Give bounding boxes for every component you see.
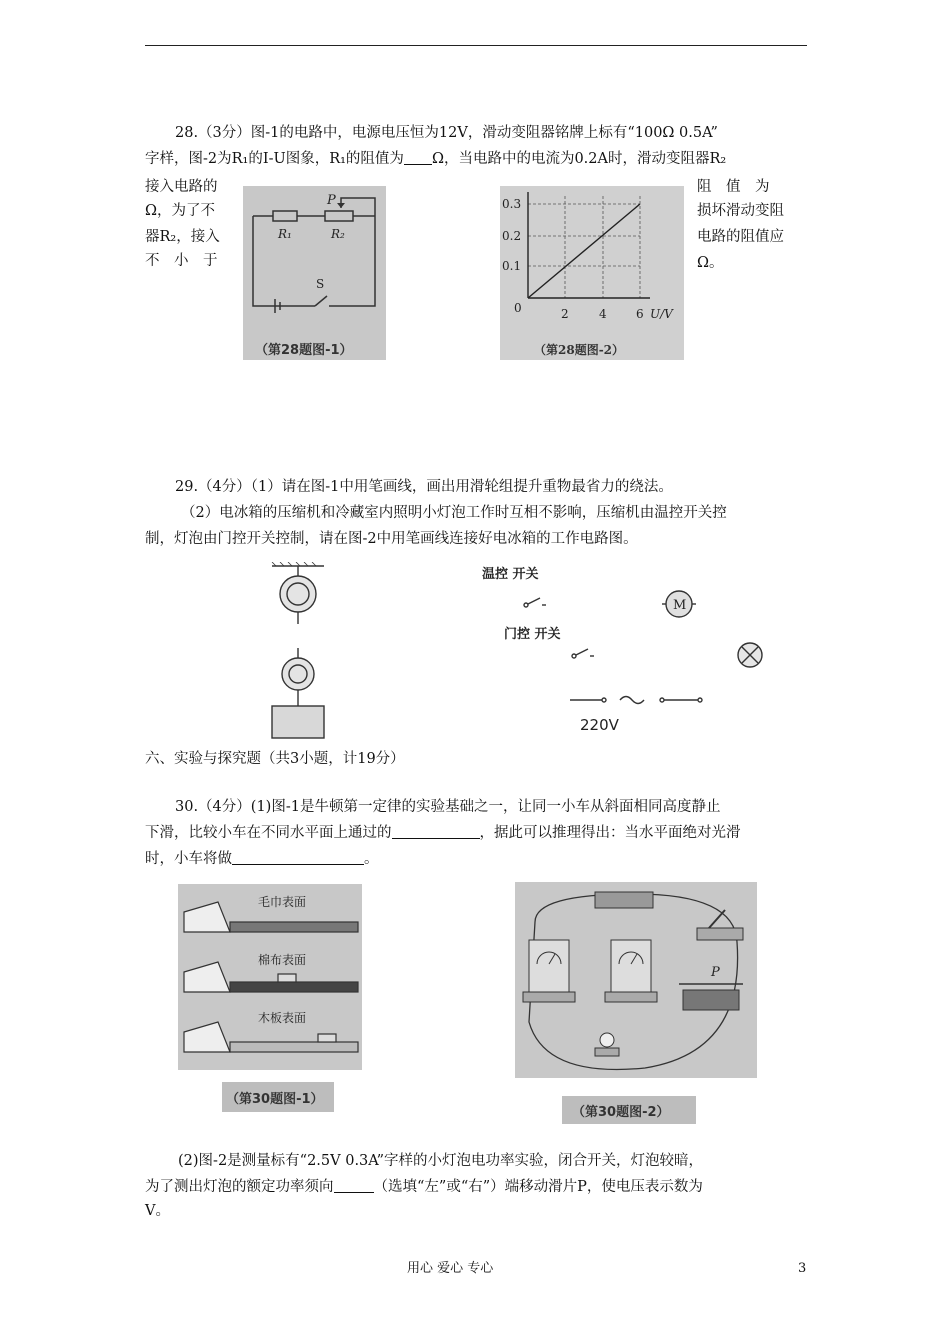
q28-line1: 28.（3分）图-1的电路中，电源电压恒为12V，滑动变阻器铭牌上标有“100Ω 0.5A”: [175, 125, 718, 141]
q29-line1: 29.（4分）（1）请在图-1中用笔画线，画出用滑轮组提升重物最省力的绕法。: [175, 479, 673, 495]
q28-fig2-graph: [500, 186, 684, 360]
q28-fig2-ytick-0.3: 0.3: [502, 197, 522, 211]
q30-line3: 时，小车将做 。: [145, 851, 379, 867]
q28-fig1-label-s: S: [316, 277, 325, 291]
lamp-bulb-icon: [732, 640, 768, 670]
q30-fig2-apparatus: [515, 882, 757, 1078]
q28-fig1-circuit: [243, 186, 386, 360]
q30-line6: V。: [145, 1203, 170, 1219]
q28-fig2-caption: （第28题图-2）: [534, 343, 625, 357]
q30-fig1-caption-box: [222, 1082, 334, 1112]
q29-line3: 制，灯泡由门控开关控制，请在图-2中用笔画线连接好电冰箱的工作电路图。: [145, 531, 638, 547]
motor-label: M: [673, 598, 687, 613]
power-source: [570, 697, 702, 704]
q29-line2: （2）电冰箱的压缩机和冷藏室内照明小灯泡工作时互相不影响，压缩机由温控开关控: [181, 505, 727, 521]
q30-fig2-caption: （第30题图-2）: [572, 1105, 670, 1120]
q28-left1: 接入电路的: [145, 179, 218, 195]
rheostat-icon: [679, 984, 743, 1010]
q28-fig1-caption: （第28题图-1）: [255, 343, 353, 358]
q28-left3: 器R₂，接入: [145, 229, 220, 245]
footer-motto: 用心 爱心 专心: [407, 1261, 494, 1276]
q28-fig2-xtick-2: 2: [561, 307, 569, 321]
q28-fig2-xtick-4: 4: [599, 307, 607, 321]
q30-blank-direction[interactable]: [334, 1177, 374, 1193]
battery-icon: [595, 892, 653, 908]
q28-right4: Ω。: [697, 255, 724, 271]
q28-right2: 损坏滑动变阻: [697, 203, 784, 219]
surface-towel-label: 毛巾表面: [258, 895, 307, 909]
q28-fig2-xlabel: U/V: [650, 307, 673, 321]
section6-title: 六、实验与探究题（共3小题，计19分）: [145, 751, 405, 767]
q30-line4: (2)图-2是测量标有“2.5V 0.3A”字样的小灯泡电功率实验，闭合开关，灯泡较暗，: [178, 1153, 704, 1169]
q30-line5: 为了测出灯泡的额定功率须向 （选填“左”或“右”）端移动滑片P，使电压表示数为: [145, 1179, 703, 1195]
q28-fig1-label-p: P: [327, 193, 336, 208]
q29-thermo-switch-label: 温控 开关: [482, 567, 539, 582]
surface-cotton-label: 棉布表面: [258, 953, 307, 967]
q28-fig2-ytick-0.2: 0.2: [502, 229, 522, 243]
q30-fig1-caption: （第30题图-1）: [226, 1092, 324, 1107]
q30-fig2-caption-box: [562, 1096, 696, 1124]
switch-icon: [697, 910, 743, 940]
q28-fig1-label-r2: R₂: [331, 227, 345, 241]
bulb-icon: [595, 1033, 619, 1056]
q28-blank-r1[interactable]: [404, 149, 432, 165]
q28-left4: 不 小 于: [145, 253, 218, 269]
q28-fig2-xtick-6: 6: [636, 307, 644, 321]
voltmeter-icon: [605, 940, 657, 1002]
q30-blank-distance[interactable]: [392, 823, 480, 839]
q28-fig2-ytick-0.1: 0.1: [502, 259, 522, 273]
q28-fig1-label-r1: R₁: [278, 227, 292, 241]
q29-voltage-label: 220V: [580, 716, 619, 734]
q30-line2: 下滑，比较小车在不同水平面上通过的 ，据此可以推理得出：当水平面绝对光滑: [145, 825, 741, 841]
q29-fig2-fridge-circuit: [482, 562, 722, 742]
q30-blank-motion[interactable]: [232, 849, 364, 865]
q28-right1: 阻 值 为: [697, 179, 770, 195]
page-number: 3: [798, 1261, 807, 1276]
q28-left2: Ω，为了不: [145, 203, 216, 219]
q28-right3: 电路的阻值应: [697, 229, 784, 245]
motor-icon: [662, 591, 696, 617]
ammeter-icon: [523, 940, 575, 1002]
header-rule: [145, 45, 807, 46]
surface-wood-label: 木板表面: [258, 1011, 307, 1025]
q29-door-switch-label: 门控 开关: [504, 627, 561, 642]
q28-fig2-origin: 0: [514, 301, 522, 315]
q28-line2: 字样，图-2为R₁的I-U图象，R₁的阻值为 Ω，当电路中的电流为0.2A时，滑动变阻器R₂: [145, 151, 727, 167]
q30-fig1-slopes: [178, 884, 362, 1070]
q30-fig2-label-p: P: [711, 965, 720, 980]
q29-fig1-pulley-system: [268, 562, 330, 742]
q30-line1: 30.（4分）(1)图-1是牛顿第一定律的实验基础之一，让同一小车从斜面相同高度静止: [175, 799, 721, 815]
